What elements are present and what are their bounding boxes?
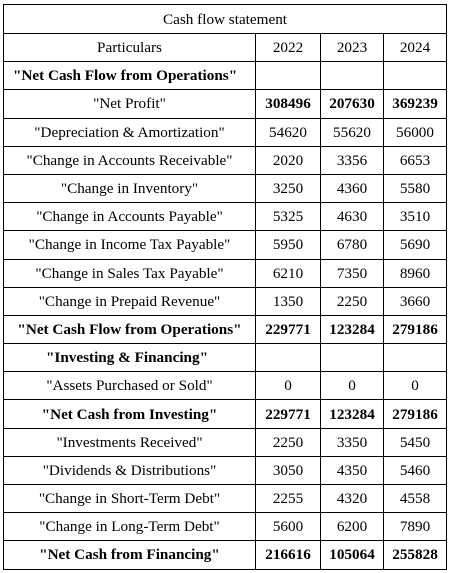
row-value — [256, 62, 321, 90]
row-label: "Change in Accounts Receivable" — [4, 146, 256, 174]
row-label: "Investments Received" — [4, 428, 256, 456]
table-row — [4, 485, 447, 513]
header-year: 2024 — [384, 34, 447, 62]
row-label: "Change in Prepaid Revenue" — [4, 287, 256, 315]
table-body — [4, 5, 447, 570]
row-value: 6780 — [321, 231, 384, 259]
row-value: 6210 — [256, 259, 321, 287]
table-row — [4, 259, 447, 287]
row-value: 2255 — [256, 485, 321, 513]
table-row — [4, 456, 447, 484]
row-value — [384, 62, 447, 90]
row-value: 0 — [321, 372, 384, 400]
table-row — [4, 231, 447, 259]
row-value: 1350 — [256, 287, 321, 315]
row-value: 279186 — [384, 315, 447, 343]
row-label: "Change in Inventory" — [4, 174, 256, 202]
row-value: 0 — [256, 372, 321, 400]
row-label: "Change in Short-Term Debt" — [4, 485, 256, 513]
row-label: "Dividends & Distributions" — [4, 456, 256, 484]
row-value: 5600 — [256, 513, 321, 541]
row-label: "Net Cash from Financing" — [4, 541, 256, 569]
row-value: 369239 — [384, 90, 447, 118]
table-row — [4, 315, 447, 343]
row-value: 0 — [384, 372, 447, 400]
table-row — [4, 287, 447, 315]
row-value: 54620 — [256, 118, 321, 146]
row-value: 8960 — [384, 259, 447, 287]
row-value: 2250 — [256, 428, 321, 456]
row-value: 3050 — [256, 456, 321, 484]
table-title: Cash flow statement — [4, 5, 447, 34]
row-label: "Change in Sales Tax Payable" — [4, 259, 256, 287]
row-value: 123284 — [321, 315, 384, 343]
header-row — [4, 34, 447, 62]
row-label: "Net Profit" — [4, 90, 256, 118]
row-value: 7350 — [321, 259, 384, 287]
row-label: "Change in Long-Term Debt" — [4, 513, 256, 541]
row-value: 56000 — [384, 118, 447, 146]
row-label: "Depreciation & Amortization" — [4, 118, 256, 146]
table-row — [4, 541, 447, 569]
row-value: 229771 — [256, 400, 321, 428]
row-value: 207630 — [321, 90, 384, 118]
row-value — [321, 62, 384, 90]
row-value: 6200 — [321, 513, 384, 541]
table-row — [4, 344, 447, 372]
row-label: "Net Cash Flow from Operations" — [4, 62, 256, 90]
table-row — [4, 174, 447, 202]
row-value: 5460 — [384, 456, 447, 484]
row-value: 4350 — [321, 456, 384, 484]
row-value: 5325 — [256, 203, 321, 231]
row-value: 308496 — [256, 90, 321, 118]
row-value: 3350 — [321, 428, 384, 456]
row-label: "Change in Accounts Payable" — [4, 203, 256, 231]
row-value: 2020 — [256, 146, 321, 174]
table-row — [4, 118, 447, 146]
row-value: 3510 — [384, 203, 447, 231]
table-row — [4, 400, 447, 428]
header-year: 2023 — [321, 34, 384, 62]
table-row — [4, 203, 447, 231]
row-value: 123284 — [321, 400, 384, 428]
row-value: 7890 — [384, 513, 447, 541]
row-value: 4320 — [321, 485, 384, 513]
row-label: "Net Cash from Investing" — [4, 400, 256, 428]
row-label: "Assets Purchased or Sold" — [4, 372, 256, 400]
row-value: 55620 — [321, 118, 384, 146]
row-value — [384, 344, 447, 372]
table-row — [4, 146, 447, 174]
row-value: 6653 — [384, 146, 447, 174]
table-row — [4, 372, 447, 400]
title-row — [4, 5, 447, 34]
cash-flow-table — [3, 4, 447, 570]
table-row — [4, 428, 447, 456]
row-value: 5450 — [384, 428, 447, 456]
row-value: 279186 — [384, 400, 447, 428]
table-row — [4, 513, 447, 541]
table-row — [4, 90, 447, 118]
row-label: "Investing & Financing" — [4, 344, 256, 372]
header-particulars: Particulars — [4, 34, 256, 62]
row-value: 2250 — [321, 287, 384, 315]
row-value: 4360 — [321, 174, 384, 202]
row-value: 229771 — [256, 315, 321, 343]
row-value: 5950 — [256, 231, 321, 259]
row-value: 216616 — [256, 541, 321, 569]
row-value: 4630 — [321, 203, 384, 231]
row-value: 3660 — [384, 287, 447, 315]
row-value: 5580 — [384, 174, 447, 202]
row-value: 255828 — [384, 541, 447, 569]
row-value — [321, 344, 384, 372]
table-row — [4, 62, 447, 90]
row-value: 3356 — [321, 146, 384, 174]
row-value — [256, 344, 321, 372]
row-label: "Change in Income Tax Payable" — [4, 231, 256, 259]
row-value: 105064 — [321, 541, 384, 569]
header-year: 2022 — [256, 34, 321, 62]
row-value: 3250 — [256, 174, 321, 202]
row-label: "Net Cash Flow from Operations" — [4, 315, 256, 343]
row-value: 5690 — [384, 231, 447, 259]
row-value: 4558 — [384, 485, 447, 513]
